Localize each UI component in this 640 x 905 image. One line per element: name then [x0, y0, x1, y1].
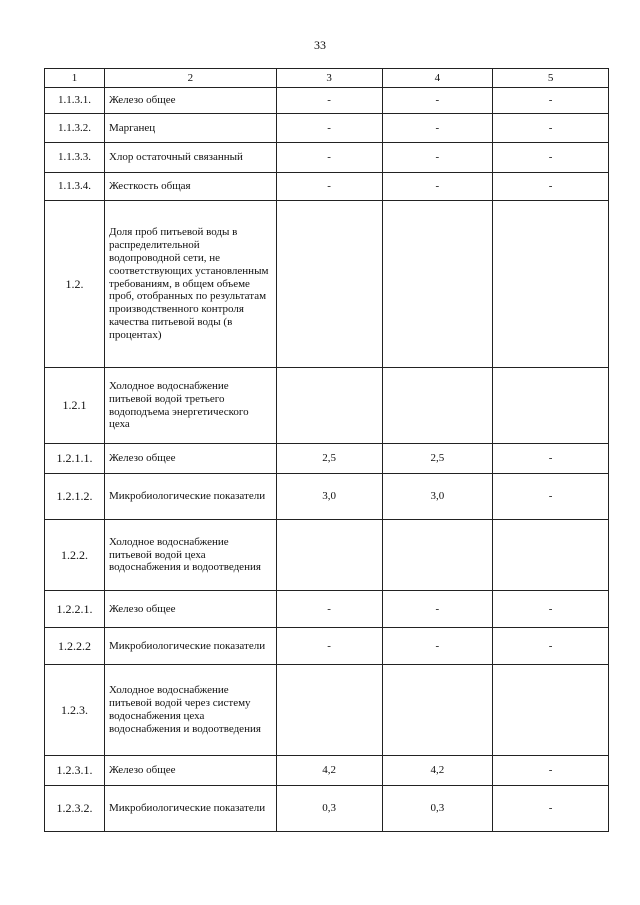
table-row [45, 591, 609, 628]
row-code: 1.1.3.3. [45, 143, 105, 173]
table-row [45, 368, 609, 444]
row-value-col3 [276, 368, 382, 444]
row-name: Доля проб питьевой воды в распределительной водопроводной сети, не соответствующих установленным требованиям, в общем объеме проб, отобранных по результатам производственного контроля качества питьевой воды (в процентах) [104, 201, 276, 368]
row-value-col4: - [382, 628, 493, 665]
row-code: 1.1.3.4. [45, 173, 105, 201]
column-header-4: 4 [382, 69, 493, 88]
row-code: 1.2.3. [45, 665, 105, 756]
page-number: 33 [314, 38, 326, 52]
table-row [45, 756, 609, 786]
row-value-col5: - [493, 173, 609, 201]
row-name: Железо общее [104, 591, 276, 628]
table-row [45, 474, 609, 520]
table-row [45, 444, 609, 474]
row-value-col3: - [276, 88, 382, 114]
row-value-col5: - [493, 143, 609, 173]
row-name: Холодное водоснабжение питьевой водой третьего водоподъема энергетического цеха [104, 368, 276, 444]
row-value-col4: 4,2 [382, 756, 493, 786]
row-name: Микробиологические показатели [104, 474, 276, 520]
row-name: Микробиологические показатели [104, 786, 276, 832]
row-code: 1.1.3.1. [45, 88, 105, 114]
row-value-col5 [493, 665, 609, 756]
column-header-2: 2 [104, 69, 276, 88]
table-row [45, 143, 609, 173]
indicator-table [44, 68, 609, 832]
row-value-col5: - [493, 114, 609, 143]
row-code: 1.2.1.1. [45, 444, 105, 474]
row-value-col5 [493, 520, 609, 591]
table-row [45, 786, 609, 832]
table-row [45, 201, 609, 368]
table-row [45, 114, 609, 143]
row-value-col4: 2,5 [382, 444, 493, 474]
row-code: 1.2.1 [45, 368, 105, 444]
row-name: Железо общее [104, 88, 276, 114]
row-value-col4 [382, 201, 493, 368]
column-header-1: 1 [45, 69, 105, 88]
row-value-col3: 2,5 [276, 444, 382, 474]
table-header-row [45, 69, 609, 88]
table-row [45, 173, 609, 201]
row-value-col3 [276, 520, 382, 591]
row-name: Холодное водоснабжение питьевой водой через систему водоснабжения цеха водоснабжения и водоотведения [104, 665, 276, 756]
row-code: 1.2.1.2. [45, 474, 105, 520]
row-name: Жесткость общая [104, 173, 276, 201]
row-code: 1.2.2.2 [45, 628, 105, 665]
row-value-col3: 0,3 [276, 786, 382, 832]
row-name: Марганец [104, 114, 276, 143]
table-row [45, 628, 609, 665]
row-value-col5: - [493, 474, 609, 520]
row-value-col3: - [276, 143, 382, 173]
row-value-col3 [276, 665, 382, 756]
row-value-col5: - [493, 444, 609, 474]
row-code: 1.1.3.2. [45, 114, 105, 143]
row-value-col3: - [276, 114, 382, 143]
row-code: 1.2.3.2. [45, 786, 105, 832]
row-name: Микробиологические показатели [104, 628, 276, 665]
row-value-col4: - [382, 143, 493, 173]
row-code: 1.2.2.1. [45, 591, 105, 628]
row-name: Железо общее [104, 756, 276, 786]
row-value-col5: - [493, 88, 609, 114]
row-value-col5 [493, 368, 609, 444]
row-value-col3: - [276, 628, 382, 665]
row-value-col4: 3,0 [382, 474, 493, 520]
table-row [45, 88, 609, 114]
row-code: 1.2.3.1. [45, 756, 105, 786]
row-value-col3: - [276, 591, 382, 628]
row-name: Железо общее [104, 444, 276, 474]
row-value-col4: 0,3 [382, 786, 493, 832]
row-value-col4: - [382, 173, 493, 201]
row-value-col4: - [382, 591, 493, 628]
row-value-col4: - [382, 88, 493, 114]
table-row [45, 665, 609, 756]
row-value-col5 [493, 201, 609, 368]
row-code: 1.2. [45, 201, 105, 368]
row-value-col3: 3,0 [276, 474, 382, 520]
row-value-col4 [382, 368, 493, 444]
row-name: Холодное водоснабжение питьевой водой цеха водоснабжения и водоотведения [104, 520, 276, 591]
row-value-col5: - [493, 786, 609, 832]
row-value-col5: - [493, 628, 609, 665]
row-value-col5: - [493, 591, 609, 628]
row-value-col4 [382, 665, 493, 756]
row-value-col4 [382, 520, 493, 591]
row-value-col4: - [382, 114, 493, 143]
column-header-5: 5 [493, 69, 609, 88]
column-header-3: 3 [276, 69, 382, 88]
row-value-col3: - [276, 173, 382, 201]
row-value-col5: - [493, 756, 609, 786]
row-code: 1.2.2. [45, 520, 105, 591]
row-value-col3 [276, 201, 382, 368]
row-name: Хлор остаточный связанный [104, 143, 276, 173]
row-value-col3: 4,2 [276, 756, 382, 786]
table-row [45, 520, 609, 591]
